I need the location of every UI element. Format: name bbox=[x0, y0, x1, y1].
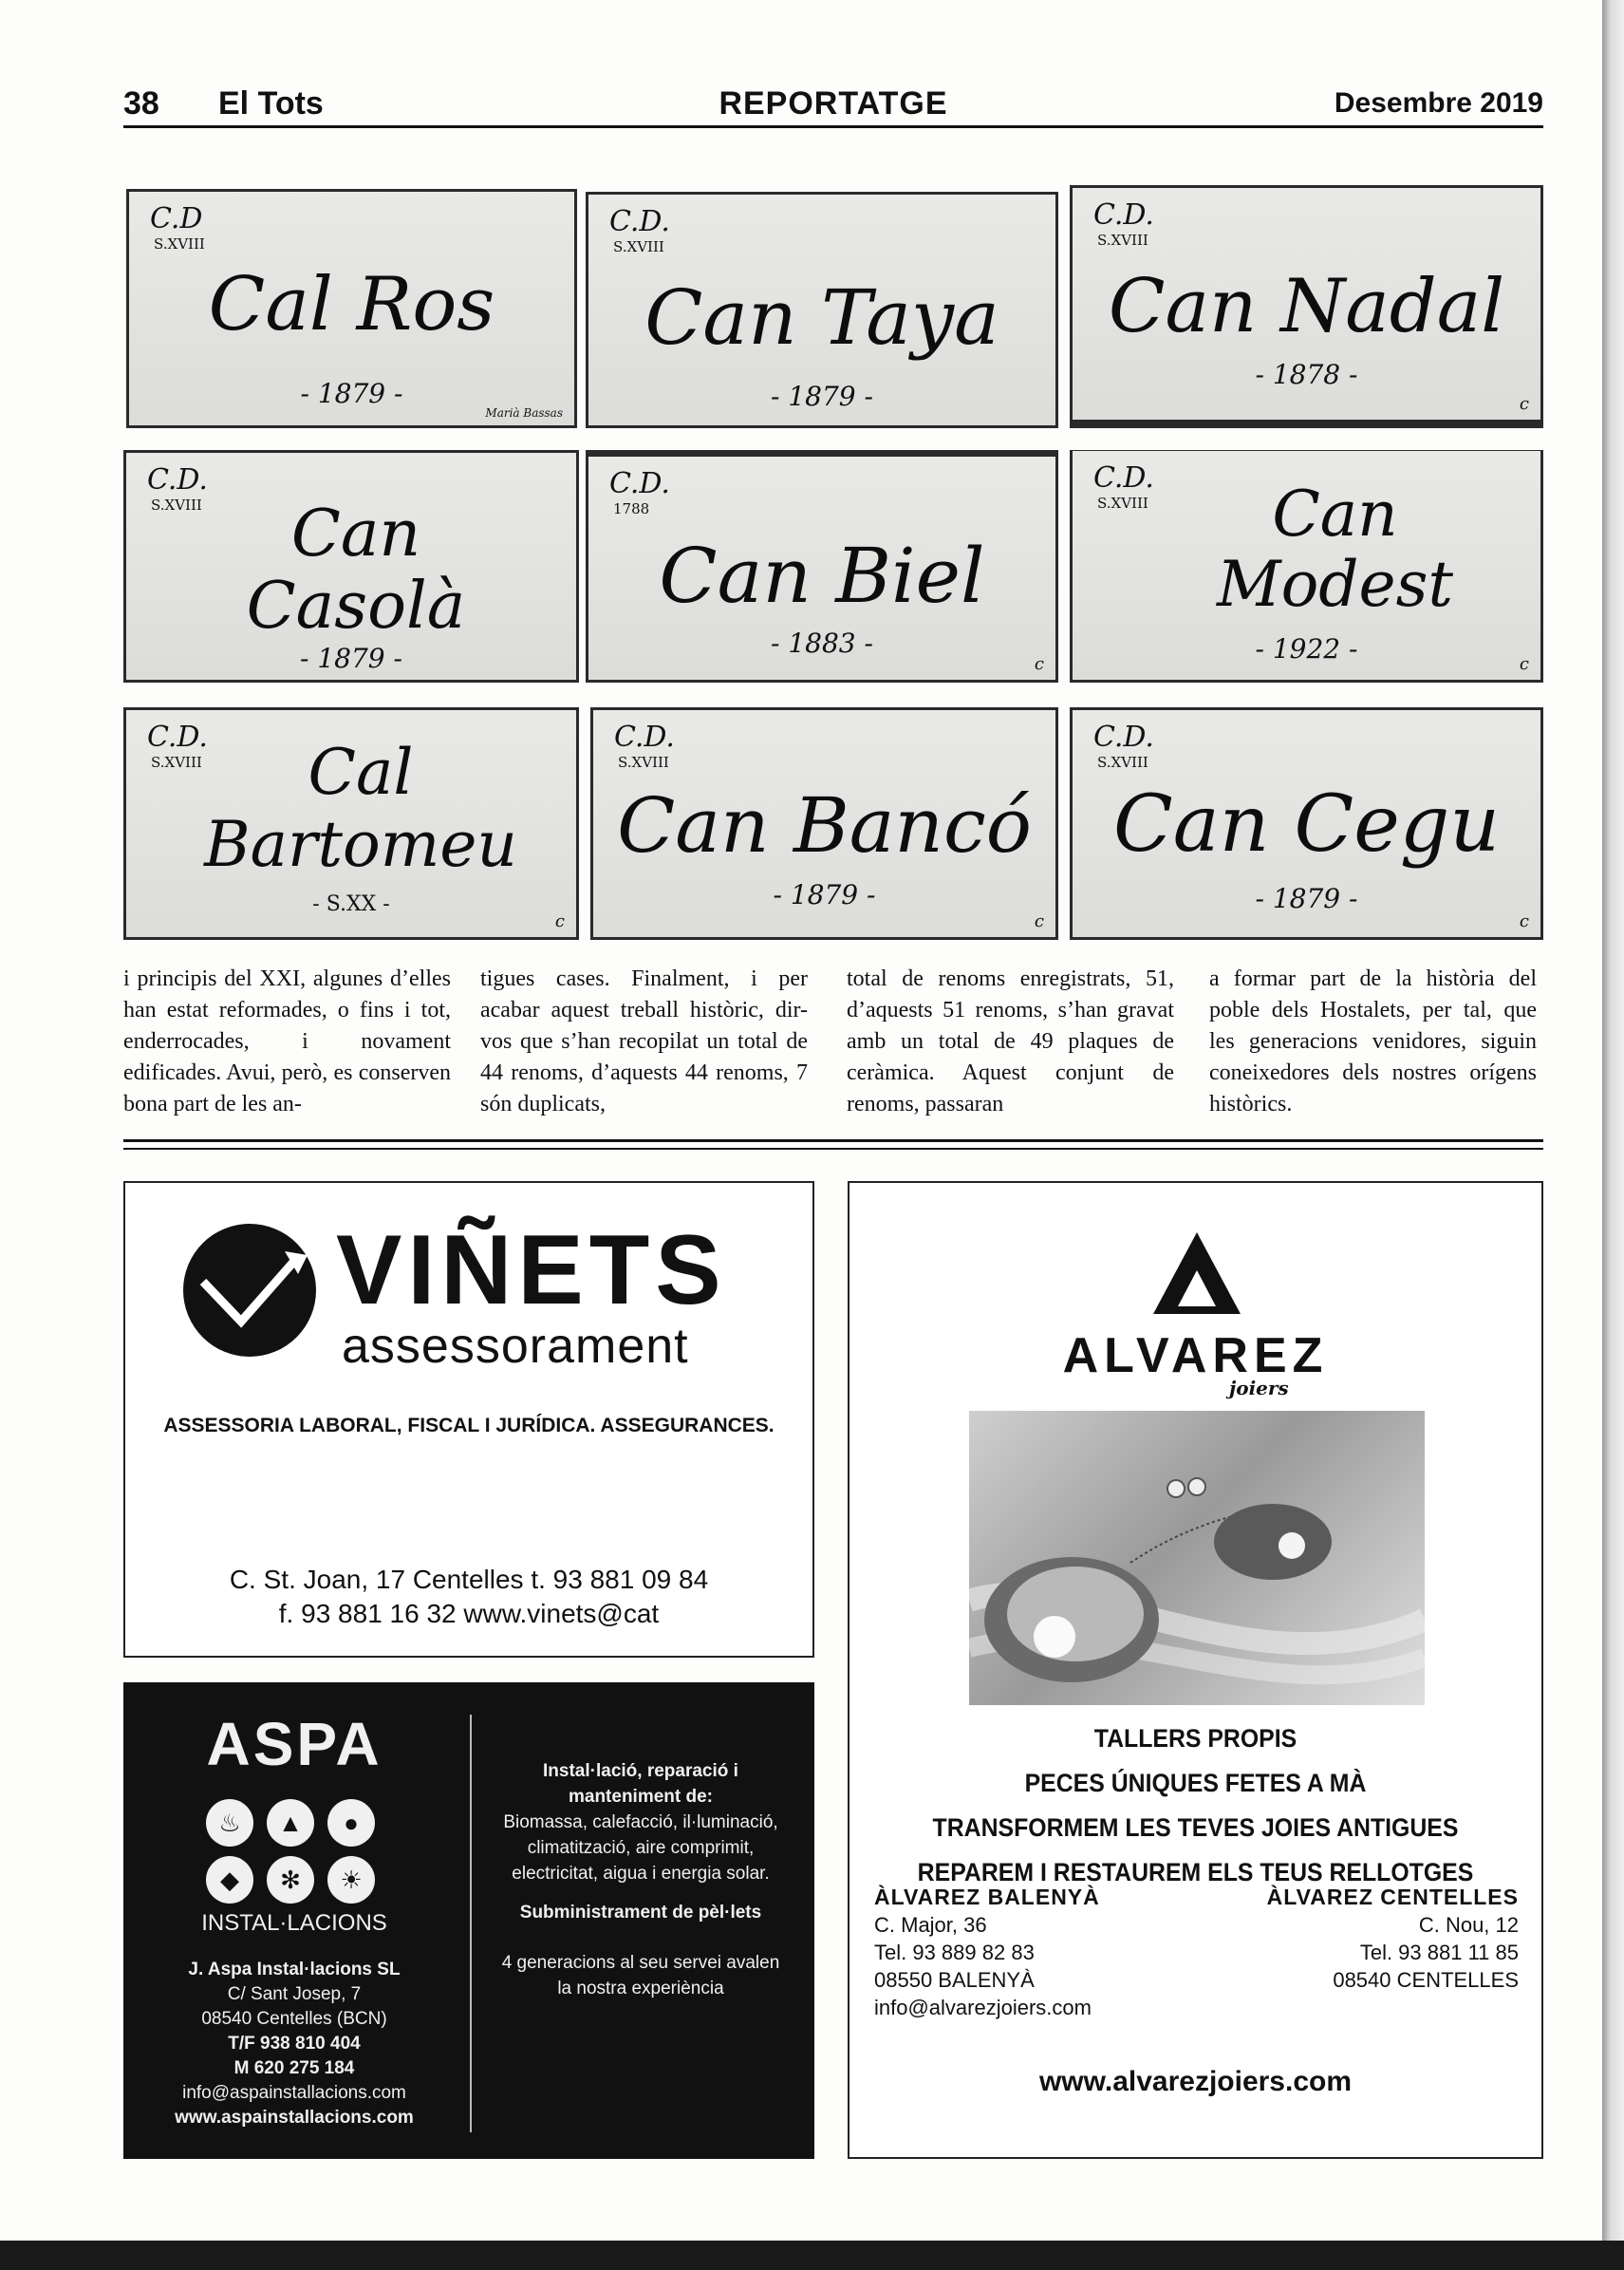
heat-icon: ♨ bbox=[206, 1799, 253, 1847]
scan-border bbox=[0, 2241, 1624, 2270]
jewelry-photo bbox=[969, 1411, 1425, 1705]
plaque-photo bbox=[126, 189, 577, 428]
plaque-century: S.XVIII bbox=[151, 497, 202, 514]
flame-icon: ▲ bbox=[267, 1799, 314, 1847]
shop-balenya bbox=[874, 1884, 1100, 2021]
address-line: C. St. Joan, 17 Centelles t. 93 881 09 84 bbox=[229, 1565, 709, 1594]
services-list bbox=[877, 1717, 1514, 1895]
plaque-name: Cal Ros bbox=[208, 262, 495, 347]
plaques-photo-grid bbox=[123, 182, 1543, 940]
service-line: REPAREM I RESTAUREM ELS TEUS RELLOTGES bbox=[917, 1858, 1474, 1886]
email: info@aspainstallacions.com bbox=[182, 2083, 406, 2103]
plaque-century: S.XVIII bbox=[613, 238, 664, 255]
shop-email: info@alvarezjoiers.com bbox=[874, 1996, 1092, 2019]
service-icons bbox=[199, 1794, 389, 1908]
plaque-name: Can Modest bbox=[1216, 478, 1453, 621]
shop-phone: Tel. 93 881 11 85 bbox=[1359, 1941, 1519, 1964]
services-info bbox=[498, 1758, 783, 2001]
snowflake-icon: ✻ bbox=[267, 1856, 314, 1904]
plaque-year: - 1879 - bbox=[1255, 883, 1358, 914]
shop-city: 08550 BALENYÀ bbox=[874, 1968, 1035, 1992]
street: C/ Sant Josep, 7 bbox=[227, 1984, 362, 2004]
advertisement-alvarez bbox=[848, 1181, 1543, 2159]
bulb-icon: ● bbox=[327, 1799, 375, 1847]
plaque-signature: c bbox=[1519, 654, 1529, 674]
shop-centelles bbox=[1267, 1884, 1519, 1994]
services-text: ASSESSORIA LABORAL, FISCAL I JURÍDICA. ASSEGURANCES. bbox=[163, 1415, 775, 1436]
phone: T/F 938 810 404 bbox=[228, 2034, 361, 2054]
brand-subtitle: INSTAL·LACIONS bbox=[201, 1910, 387, 1936]
issue-date: Desembre 2019 bbox=[1334, 87, 1543, 119]
section-divider bbox=[123, 1139, 1543, 1150]
plaque-signature: c bbox=[1519, 394, 1529, 414]
plaque-name: Can Cegu bbox=[1112, 779, 1501, 870]
pellets-title: Subministrament de pèl·lets bbox=[519, 1903, 762, 1923]
plaque-cd: C.D. bbox=[614, 721, 675, 754]
brand-name: ASPA bbox=[206, 1710, 383, 1778]
plaque-century: S.XVIII bbox=[1097, 232, 1148, 249]
article-column-2: tigues cases. Finalment, i per acabar aquest treball històric, dir-vos que s’han recopilat un total de 44 renoms, d’aquests 44 renoms, 7 són duplicats, bbox=[480, 966, 808, 1116]
plaque-photo bbox=[586, 450, 1058, 683]
website: www.alvarezjoiers.com bbox=[1038, 2066, 1353, 2097]
plaque-photo bbox=[123, 707, 579, 940]
publication-name: El Tots bbox=[218, 85, 324, 122]
plaque-century: S.XVIII bbox=[154, 235, 205, 253]
plaque-cd: C.D. bbox=[147, 463, 208, 497]
service-line: PECES ÚNIQUES FETES A MÀ bbox=[1024, 1769, 1367, 1797]
plaque-cd: C.D. bbox=[609, 205, 670, 238]
plaque-cd: C.D. bbox=[1093, 198, 1154, 232]
article-text bbox=[123, 964, 1543, 1125]
plaque-photo bbox=[1070, 707, 1543, 940]
plaque-name: Can Biel bbox=[659, 532, 985, 620]
shop-street: C. Nou, 12 bbox=[1418, 1913, 1519, 1937]
shop-title: ÀLVAREZ BALENYÀ bbox=[874, 1885, 1100, 1909]
plaque-year: - S.XX - bbox=[312, 892, 390, 916]
contact-info bbox=[123, 1958, 465, 2130]
plaque-photo bbox=[1070, 450, 1543, 683]
plaque-photo bbox=[590, 707, 1058, 940]
company-name: J. Aspa Instal·lacions SL bbox=[188, 1960, 401, 1979]
plaque-signature: c bbox=[1519, 911, 1529, 931]
shop-title: ÀLVAREZ CENTELLES bbox=[1266, 1885, 1519, 1909]
plaque-signature: c bbox=[1034, 654, 1044, 674]
website: www.aspainstallacions.com bbox=[175, 2108, 414, 2128]
brand-name: ALVAREZ bbox=[1062, 1328, 1329, 1383]
brand-name: VIÑETS bbox=[336, 1215, 727, 1325]
services-title: Instal·lació, reparació i manteniment de: bbox=[543, 1761, 738, 1807]
service-line: TRANSFORMEM LES TEVES JOIES ANTIGUES bbox=[932, 1813, 1459, 1842]
checkmark-logo-icon bbox=[182, 1223, 317, 1358]
shop-street: C. Major, 36 bbox=[874, 1913, 987, 1937]
city: 08540 Centelles (BCN) bbox=[201, 2009, 387, 2029]
advertisement-aspa bbox=[123, 1682, 814, 2159]
brand-tagline: assessorament bbox=[342, 1319, 689, 1374]
page-number: 38 bbox=[123, 85, 159, 122]
plaque-year: - 1879 - bbox=[773, 879, 876, 910]
fax-web-line: f. 93 881 16 32 www.vinets@cat bbox=[278, 1599, 660, 1628]
plaque-century: S.XVIII bbox=[618, 754, 669, 771]
service-line: TALLERS PROPIS bbox=[1093, 1724, 1297, 1753]
brand-subtitle: joiers bbox=[1229, 1377, 1289, 1399]
plaque-century: S.XVIII bbox=[151, 754, 202, 771]
plaque-name: Can Bancó bbox=[617, 781, 1032, 870]
plaque-year: - 1922 - bbox=[1255, 633, 1358, 665]
plaque-photo bbox=[1070, 185, 1543, 428]
plaque-photo bbox=[123, 450, 579, 683]
experience-text: 4 generacions al seu servei avalen la nostra experiència bbox=[501, 1953, 780, 1998]
plaque-cd: C.D bbox=[150, 202, 203, 235]
plaque-year: - 1879 - bbox=[300, 378, 403, 409]
plaque-signature: Marià Bassas bbox=[485, 406, 563, 420]
plaque-year: - 1879 - bbox=[771, 381, 873, 412]
plaque-signature: c bbox=[554, 911, 565, 931]
sun-icon: ☀ bbox=[327, 1856, 375, 1904]
services-list: Biomassa, calefacció, il·luminació, climatització, aire comprimit, electricitat, aigua i energia solar. bbox=[503, 1812, 778, 1884]
plaque-century: S.XVIII bbox=[1097, 754, 1148, 771]
article-column-1: i principis del XXI, algunes d’elles han estat reformades, o fins i tot, enderrocades, i novament edificades. Avui, però, es conserven bona part de les an- bbox=[123, 966, 451, 1116]
triangle-logo-icon bbox=[849, 1232, 1545, 1320]
plaque-century: 1788 bbox=[613, 500, 650, 517]
article-column-4: a formar part de la història del poble dels Hostalets, per tal, que les generacions venidores, siguin coneixedores dels nostres orígens històrics. bbox=[1209, 966, 1537, 1116]
plaque-photo bbox=[586, 192, 1058, 428]
advertisement-vinets bbox=[123, 1181, 814, 1658]
plaque-name: Can Casolà bbox=[246, 497, 466, 644]
plaque-year: - 1878 - bbox=[1255, 359, 1358, 390]
shop-city: 08540 CENTELLES bbox=[1333, 1968, 1519, 1992]
plaque-name: Cal Bartomeu bbox=[204, 736, 517, 881]
plaque-cd: C.D. bbox=[1093, 721, 1154, 754]
mobile: M 620 275 184 bbox=[233, 2058, 355, 2078]
contact-info bbox=[125, 1563, 812, 1631]
plaque-cd: C.D. bbox=[609, 467, 670, 500]
page-header bbox=[123, 84, 1543, 128]
plaque-year: - 1879 - bbox=[300, 643, 402, 674]
plaque-year: - 1883 - bbox=[771, 628, 873, 659]
plaque-cd: C.D. bbox=[1093, 461, 1154, 495]
section-title: REPORTATGE bbox=[719, 85, 948, 122]
plaque-name: Can Taya bbox=[644, 273, 999, 362]
page-edge bbox=[1602, 0, 1624, 2270]
plaque-cd: C.D. bbox=[147, 721, 208, 754]
plaque-century: S.XVIII bbox=[1097, 495, 1148, 512]
drop-icon: ◆ bbox=[206, 1856, 253, 1904]
plaque-name: Can Nadal bbox=[1108, 264, 1505, 349]
divider bbox=[470, 1715, 472, 2132]
article-column-3: total de renoms enregistrats, 51, d’aquests 51 renoms, s’han gravat amb un total de 49 plaques de ceràmica. Aquest conjunt de renoms, passaran bbox=[847, 966, 1174, 1116]
plaque-signature: c bbox=[1034, 911, 1044, 931]
shop-phone: Tel. 93 889 82 83 bbox=[874, 1941, 1035, 1964]
